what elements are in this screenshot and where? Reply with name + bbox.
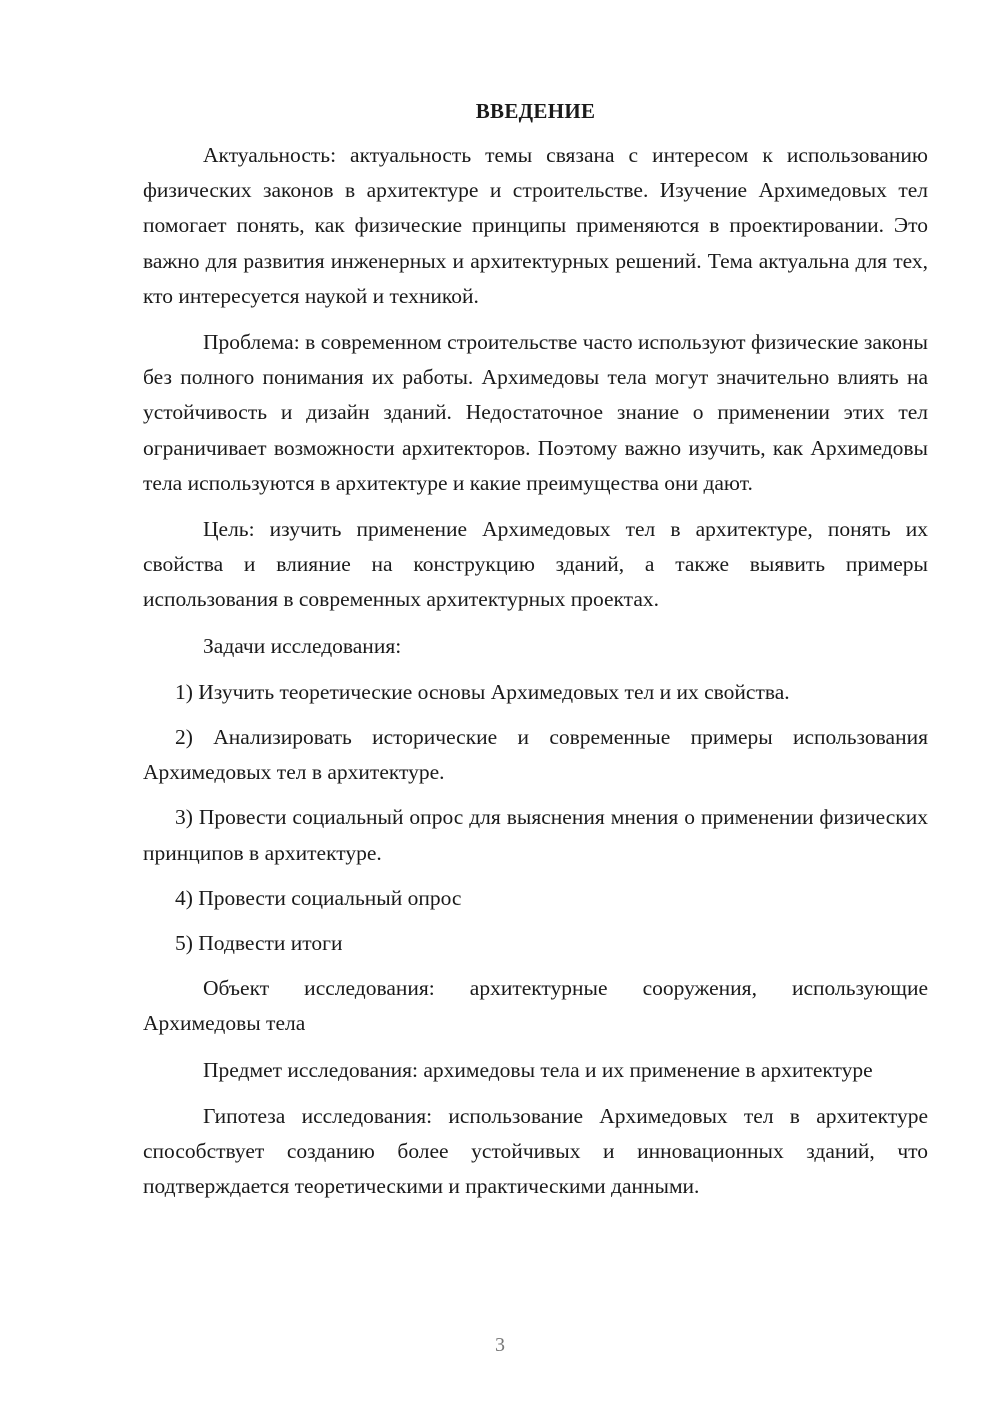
page-number: 3	[495, 1334, 505, 1356]
page-content	[143, 96, 928, 1215]
subject-paragraph: Предмет исследования: архимедовы тела и их применение в архитектуре	[203, 1057, 873, 1082]
task-item-4: 4) Провести социальный опрос	[175, 885, 462, 910]
task-item-3: 3) Провести социальный опрос для выяснения мнения о применении физических принципов в архитектуре.	[143, 805, 928, 865]
task-item-5: 5) Подвести итоги	[175, 931, 343, 956]
problem-paragraph: Проблема: в современном строительстве часто используют физические законы без полного понимания их работы. Архимедовы тела могут значительно влиять на устойчивость и дизайн зданий. Недостаточное знание о применении этих тел ограничивает возможности архитекторов. Поэтому важно изучить, как Архимедовы тела используются в архитектуре и какие преимущества они дают.	[143, 330, 928, 495]
object-paragraph: Объект исследования: архитектурные сооружения, использующие Архимедовы тела	[143, 976, 928, 1036]
actuality-paragraph: Актуальность: актуальность темы связана с интересом к использованию физических законов в архитектуре и строительстве. Изучение Архимедовых тел помогает понять, как физические принципы применяются в проектировании. Это важно для развития инженерных и архитектурных решений. Тема актуальна для тех, кто интересуется наукой и техникой.	[143, 143, 928, 308]
hypothesis-paragraph: Гипотеза исследования: использование Архимедовых тел в архитектуре способствует созданию более устойчивых и инновационных зданий, что подтверждается теоретическими и практическими данными.	[143, 1103, 928, 1199]
task-item-2: 2) Анализировать исторические и современные примеры использования Архимедовых тел в архитектуре.	[143, 725, 928, 785]
page-title: ВВЕДЕНИЕ	[475, 99, 596, 123]
task-item-1: 1) Изучить теоретические основы Архимедовых тел и их свойства.	[175, 679, 790, 704]
tasks-heading: Задачи исследования:	[203, 633, 402, 658]
goal-paragraph: Цель: изучить применение Архимедовых тел в архитектуре, понять их свойства и влияние на конструкцию зданий, а также выявить примеры использования в современных архитектурных проектах.	[143, 517, 928, 612]
